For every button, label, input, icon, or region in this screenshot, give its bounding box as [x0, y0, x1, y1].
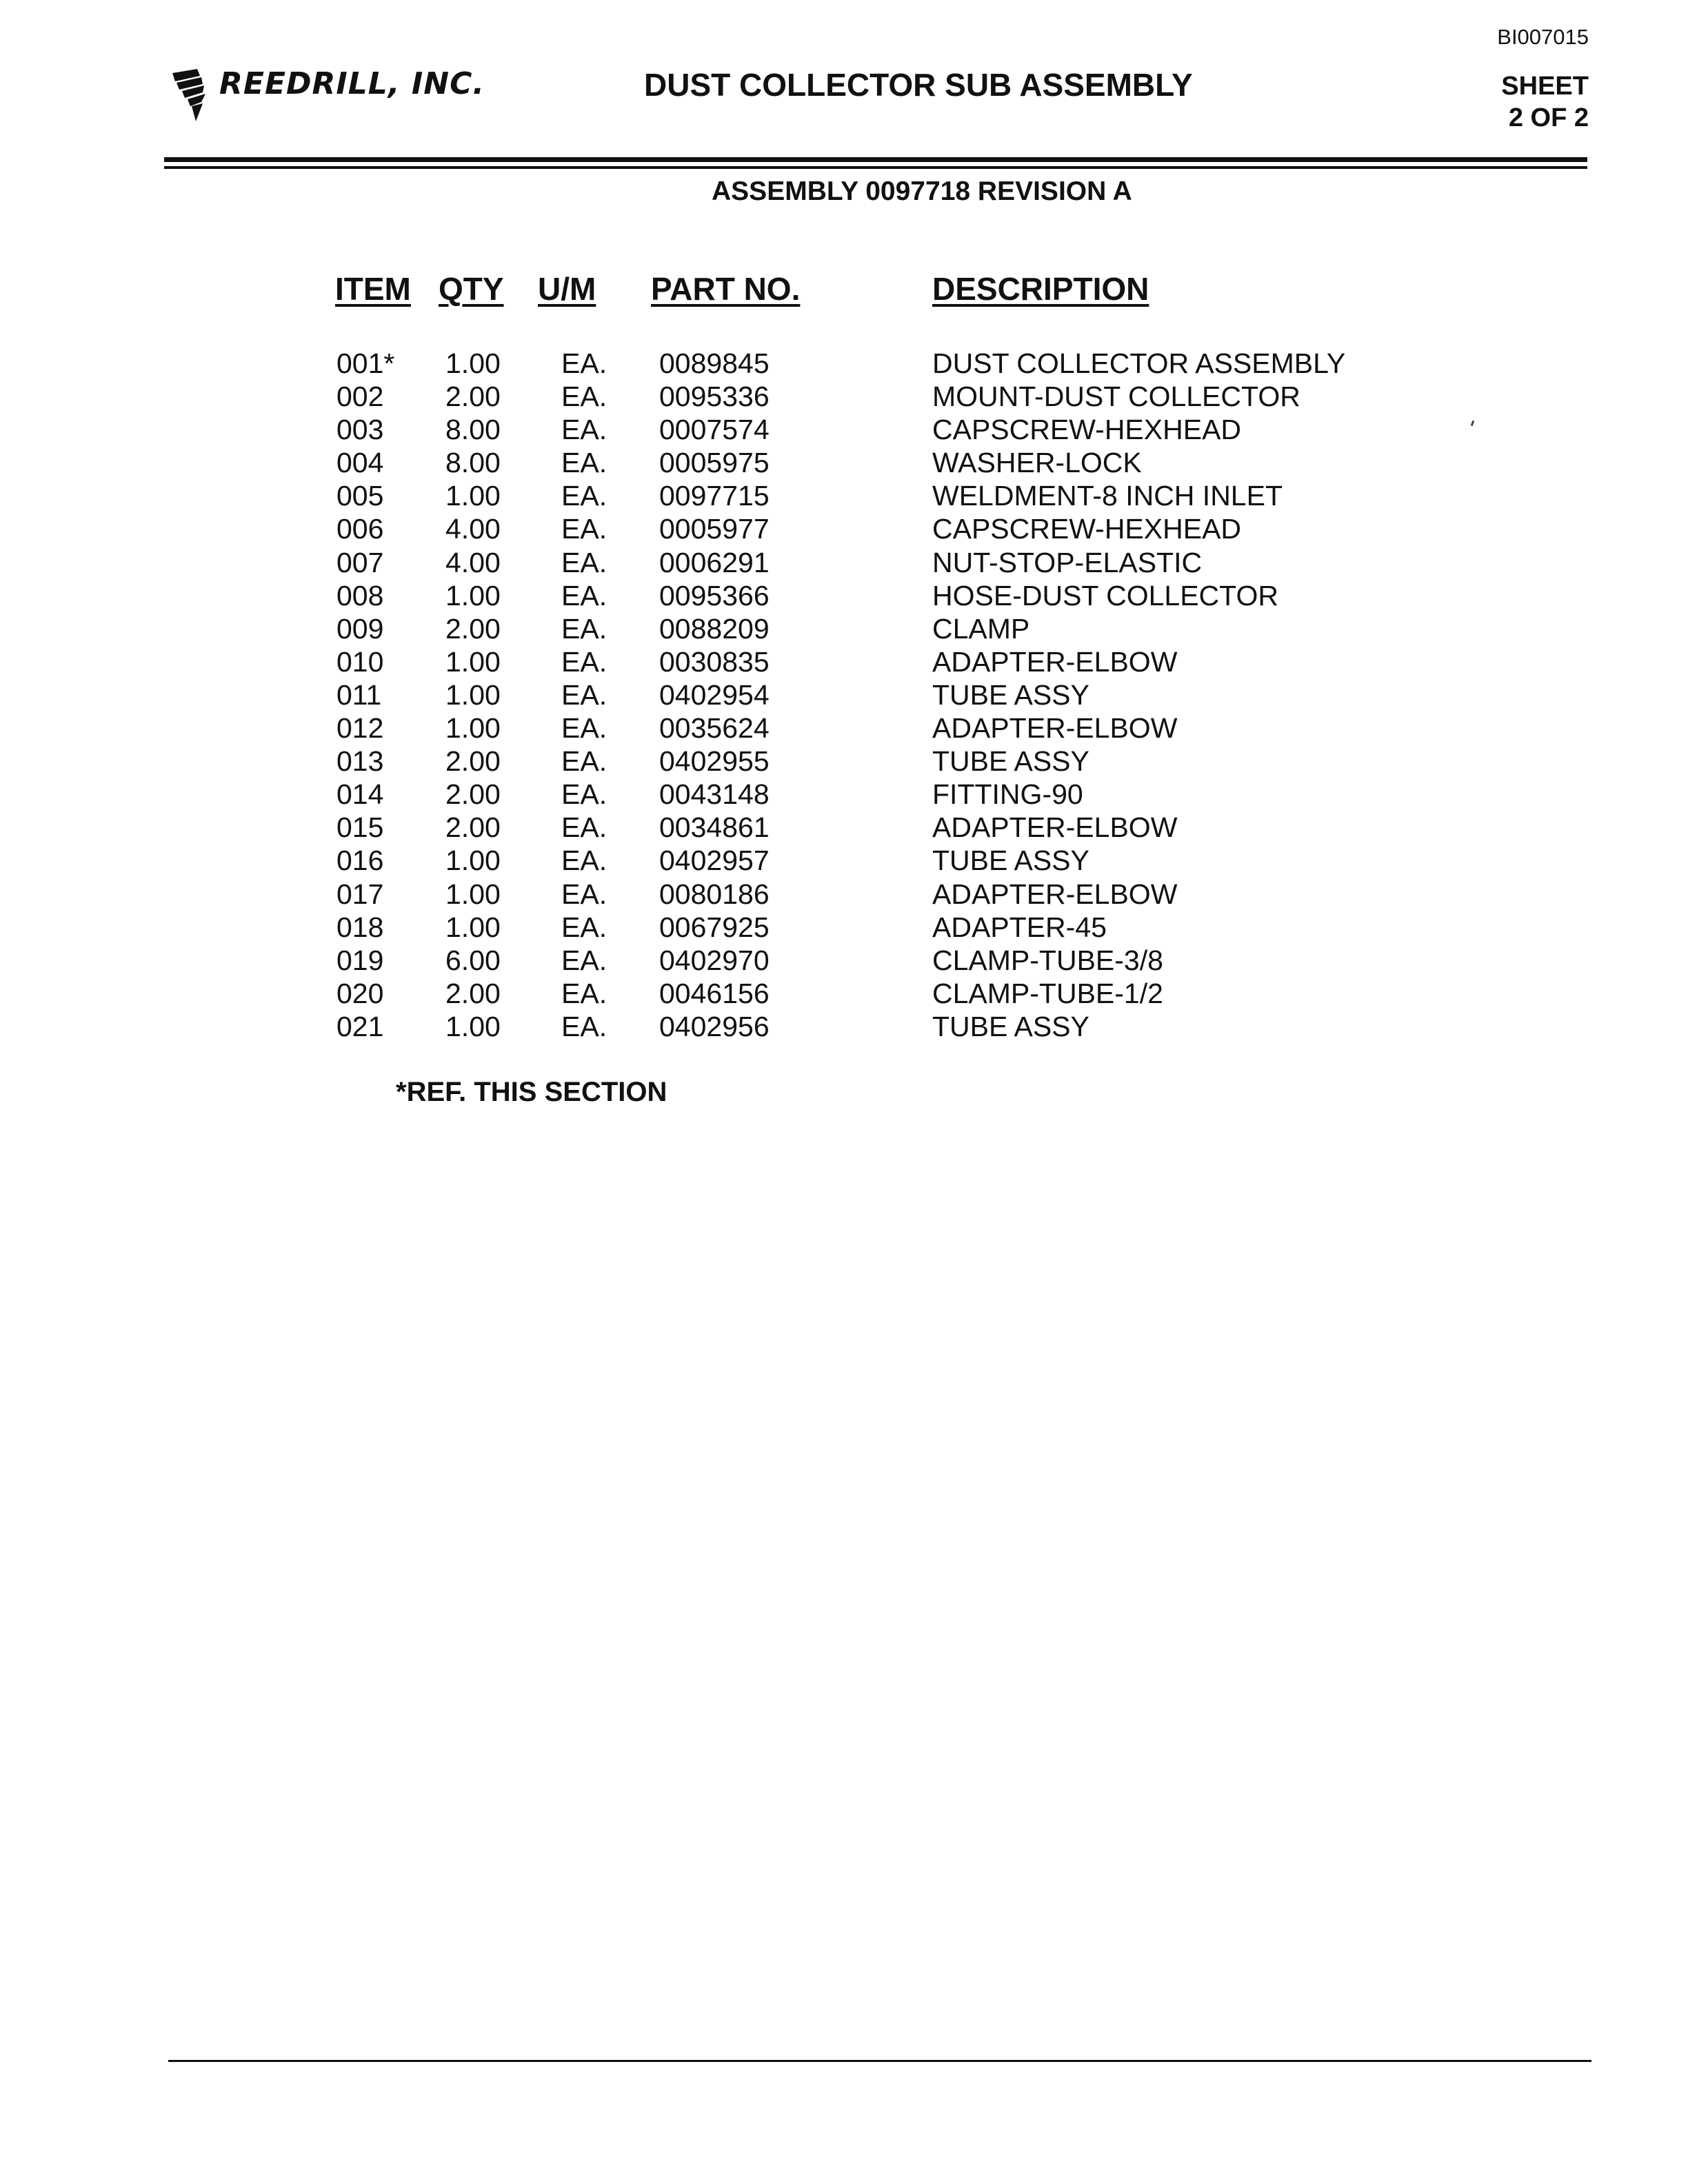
item-cell: 014	[336, 778, 384, 811]
um-cell: EA.	[561, 845, 607, 877]
qty-cell: 1.00	[445, 579, 501, 611]
description-cell: HOSE-DUST COLLECTOR	[932, 579, 1278, 611]
sheet-indicator	[1501, 70, 1589, 134]
table-row	[0, 845, 1688, 878]
part-cell: 0095366	[659, 579, 770, 611]
part-cell: 0046156	[659, 977, 770, 1009]
table-row	[0, 381, 1688, 414]
description-cell: WELDMENT-8 INCH INLET	[932, 480, 1283, 512]
um-cell: EA.	[561, 811, 607, 844]
part-cell: 0005977	[659, 513, 770, 545]
document-id: BI007015	[1497, 25, 1589, 49]
table-row	[0, 978, 1688, 1011]
company-logo	[170, 66, 485, 128]
table-row	[0, 745, 1688, 778]
table-row	[0, 811, 1688, 845]
part-cell: 0402956	[659, 1010, 770, 1042]
description-cell: WASHER-LOCK	[932, 447, 1142, 479]
description-cell: TUBE ASSY	[932, 1010, 1089, 1042]
qty-cell: 4.00	[445, 546, 501, 578]
table-row	[0, 778, 1688, 811]
description-cell: TUBE ASSY	[932, 845, 1089, 877]
table-row	[0, 513, 1688, 546]
part-cell: 0080186	[659, 878, 770, 910]
item-cell: 004	[336, 447, 384, 479]
qty-cell: 1.00	[445, 480, 501, 512]
header-rule-top	[164, 157, 1587, 162]
qty-cell: 2.00	[445, 811, 501, 844]
part-cell: 0095336	[659, 381, 770, 413]
part-cell: 0067925	[659, 911, 770, 943]
part-cell: 0006291	[659, 546, 770, 578]
drill-logo-icon	[170, 66, 218, 125]
um-cell: EA.	[561, 878, 607, 910]
column-header-qty: QTY	[439, 271, 504, 307]
item-cell: 002	[336, 381, 384, 413]
part-cell: 0097715	[659, 480, 770, 512]
qty-cell: 2.00	[445, 778, 501, 811]
item-cell: 020	[336, 977, 384, 1009]
description-cell: ADAPTER-ELBOW	[932, 811, 1178, 844]
table-row	[0, 944, 1688, 978]
um-cell: EA.	[561, 911, 607, 943]
footer-rule	[168, 2060, 1591, 2062]
table-row	[0, 480, 1688, 513]
qty-cell: 2.00	[445, 612, 501, 645]
description-cell: TUBE ASSY	[932, 678, 1089, 711]
qty-cell: 1.00	[445, 712, 501, 745]
table-row	[0, 447, 1688, 480]
qty-cell: 2.00	[445, 381, 501, 413]
description-cell: CAPSCREW-HEXHEAD	[932, 414, 1242, 446]
item-cell: 021	[336, 1010, 384, 1042]
table-row	[0, 613, 1688, 646]
item-cell: 011	[336, 678, 382, 711]
um-cell: EA.	[561, 612, 607, 645]
table-row	[0, 911, 1688, 944]
qty-cell: 2.00	[445, 745, 501, 778]
um-cell: EA.	[561, 480, 607, 512]
description-cell: MOUNT-DUST COLLECTOR	[932, 381, 1300, 413]
qty-cell: 1.00	[445, 878, 501, 910]
qty-cell: 4.00	[445, 513, 501, 545]
item-cell: 010	[336, 645, 384, 678]
part-cell: 0402954	[659, 678, 770, 711]
table-row	[0, 414, 1688, 447]
item-cell: 005	[336, 480, 384, 512]
column-header-part: PART NO.	[651, 271, 801, 307]
table-row	[0, 712, 1688, 745]
item-cell: 018	[336, 911, 384, 943]
qty-cell: 6.00	[445, 944, 501, 976]
part-cell: 0043148	[659, 778, 770, 811]
item-cell: 008	[336, 579, 384, 611]
parts-list	[0, 347, 1688, 1044]
description-cell: ADAPTER-ELBOW	[932, 878, 1178, 910]
table-row	[0, 547, 1688, 580]
item-cell: 009	[336, 612, 384, 645]
um-cell: EA.	[561, 546, 607, 578]
um-cell: EA.	[561, 414, 607, 446]
table-row	[0, 878, 1688, 911]
table-row	[0, 646, 1688, 679]
part-cell: 0088209	[659, 612, 770, 645]
item-cell: 003	[336, 414, 384, 446]
description-cell: CLAMP-TUBE-1/2	[932, 977, 1163, 1009]
item-cell: 012	[336, 712, 384, 745]
um-cell: EA.	[561, 944, 607, 976]
um-cell: EA.	[561, 381, 607, 413]
description-cell: FITTING-90	[932, 778, 1083, 811]
part-cell: 0030835	[659, 645, 770, 678]
qty-cell: 1.00	[445, 678, 501, 711]
um-cell: EA.	[561, 778, 607, 811]
item-cell: 001*	[336, 347, 395, 379]
sheet-number: 2 OF 2	[1508, 103, 1589, 132]
item-cell: 013	[336, 745, 384, 778]
reference-footnote: *REF. THIS SECTION	[396, 1077, 667, 1107]
qty-cell: 1.00	[445, 645, 501, 678]
description-cell: TUBE ASSY	[932, 745, 1089, 778]
item-cell: 017	[336, 878, 384, 910]
part-cell: 0089845	[659, 347, 770, 379]
qty-cell: 8.00	[445, 414, 501, 446]
part-cell: 0402970	[659, 944, 770, 976]
item-cell: 016	[336, 845, 384, 877]
column-header-um: U/M	[538, 271, 596, 307]
document-title: DUST COLLECTOR SUB ASSEMBLY	[644, 67, 1193, 103]
part-cell: 0035624	[659, 712, 770, 745]
qty-cell: 1.00	[445, 845, 501, 877]
table-row	[0, 679, 1688, 712]
column-header-description: DESCRIPTION	[932, 271, 1149, 307]
part-cell: 0402955	[659, 745, 770, 778]
item-cell: 007	[336, 546, 384, 578]
description-cell: CLAMP-TUBE-3/8	[932, 944, 1163, 976]
description-cell: CLAMP	[932, 612, 1030, 645]
um-cell: EA.	[561, 347, 607, 379]
description-cell: ADAPTER-ELBOW	[932, 645, 1178, 678]
um-cell: EA.	[561, 712, 607, 745]
qty-cell: 1.00	[445, 1010, 501, 1042]
part-cell: 0007574	[659, 414, 770, 446]
um-cell: EA.	[561, 579, 607, 611]
um-cell: EA.	[561, 1010, 607, 1042]
description-cell: CAPSCREW-HEXHEAD	[932, 513, 1242, 545]
um-cell: EA.	[561, 977, 607, 1009]
qty-cell: 1.00	[445, 911, 501, 943]
part-cell: 0034861	[659, 811, 770, 844]
um-cell: EA.	[561, 678, 607, 711]
header-rule-bottom	[164, 166, 1587, 169]
um-cell: EA.	[561, 447, 607, 479]
sheet-label: SHEET	[1501, 72, 1589, 101]
assembly-subtitle: ASSEMBLY 0097718 REVISION A	[712, 176, 1132, 206]
column-header-item: ITEM	[335, 271, 411, 307]
company-name: REEDRILL, INC.	[219, 66, 485, 101]
description-cell: ADAPTER-45	[932, 911, 1107, 943]
table-row	[0, 1011, 1688, 1044]
um-cell: EA.	[561, 745, 607, 778]
item-cell: 006	[336, 513, 384, 545]
description-cell: ADAPTER-ELBOW	[932, 712, 1178, 745]
um-cell: EA.	[561, 645, 607, 678]
um-cell: EA.	[561, 513, 607, 545]
part-cell: 0402957	[659, 845, 770, 877]
part-cell: 0005975	[659, 447, 770, 479]
item-cell: 019	[336, 944, 384, 976]
table-row	[0, 580, 1688, 613]
description-cell: NUT-STOP-ELASTIC	[932, 546, 1203, 578]
table-row	[0, 347, 1688, 381]
qty-cell: 2.00	[445, 977, 501, 1009]
qty-cell: 1.00	[445, 347, 501, 379]
qty-cell: 8.00	[445, 447, 501, 479]
item-cell: 015	[336, 811, 384, 844]
description-cell: DUST COLLECTOR ASSEMBLY	[932, 347, 1346, 379]
